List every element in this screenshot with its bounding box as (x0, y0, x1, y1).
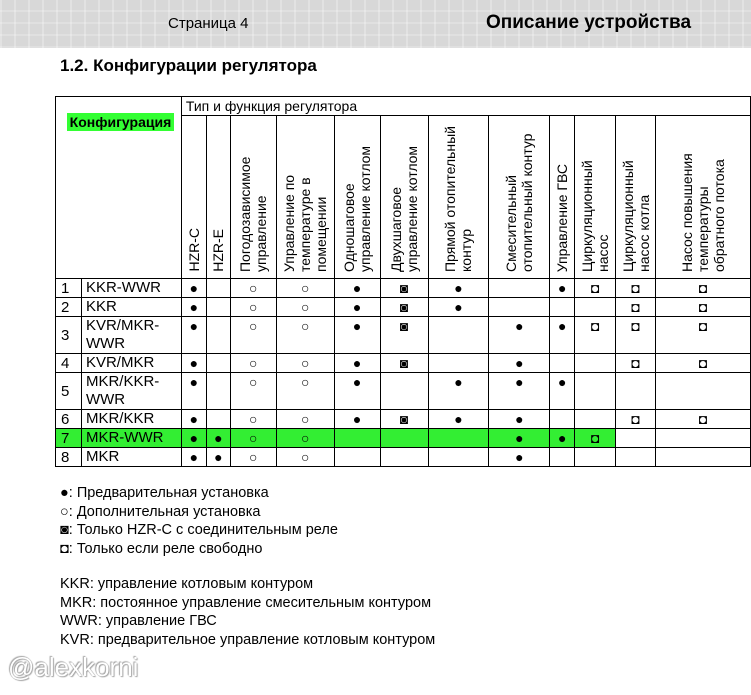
column-header (616, 116, 656, 279)
table-cell: ● (428, 410, 489, 429)
table-cell: ○ (276, 410, 334, 429)
table-cell: ○ (276, 448, 334, 467)
table-cell: ● (428, 298, 489, 317)
legend-text: : Предварительная установка (68, 485, 269, 501)
row-number: 4 (56, 354, 82, 373)
watermark: @alexkorni (8, 652, 139, 682)
table-cell: ● (334, 317, 380, 354)
abbreviation-item: WWR: управление ГВС (60, 613, 217, 629)
table-cell (334, 448, 380, 467)
row-name: KVR/MKR-WWR (81, 317, 181, 354)
table-row (56, 410, 751, 429)
column-header (230, 116, 276, 279)
row-number: 1 (56, 279, 82, 298)
table-cell: ◘ (575, 429, 616, 448)
table-cell: ○ (230, 279, 276, 298)
table-cell: ◙ (380, 279, 428, 298)
table-cell (428, 354, 489, 373)
page-number: Страница 4 (168, 15, 249, 32)
table-row (56, 354, 751, 373)
table-cell: ● (334, 410, 380, 429)
column-header-label: Управление по температуре в помещении (281, 174, 330, 272)
table-cell: ◘ (616, 410, 656, 429)
table-cell: ● (550, 279, 575, 298)
row-name: KKR-WWR (81, 279, 181, 298)
row-number: 5 (56, 373, 82, 410)
column-header (334, 116, 380, 279)
legend-symbol: ◙ (60, 522, 69, 538)
table-cell: ● (489, 354, 550, 373)
row-number: 3 (56, 317, 82, 354)
table-cell (656, 448, 751, 467)
table-cell: ◙ (380, 354, 428, 373)
configuration-table (55, 96, 751, 467)
table-cell: ● (334, 279, 380, 298)
table-row (56, 373, 751, 410)
table-cell: ◘ (656, 354, 751, 373)
table-cell: ● (206, 429, 230, 448)
table-cell: ● (550, 429, 575, 448)
column-header (380, 116, 428, 279)
table-cell (380, 373, 428, 410)
table-cell (575, 354, 616, 373)
row-name: MKR-WWR (81, 429, 181, 448)
table-cell: ◘ (656, 317, 751, 354)
legend-item (60, 484, 338, 503)
configuration-label: Конфигурация (67, 113, 175, 131)
column-header-label: Погодозависимое управление (237, 156, 270, 272)
table-cell (616, 448, 656, 467)
table-cell (656, 429, 751, 448)
table-row (56, 429, 751, 448)
table-cell: ◘ (656, 279, 751, 298)
table-cell (575, 448, 616, 467)
column-header (276, 116, 334, 279)
column-header-label: Циркуляционный насос (579, 160, 612, 272)
table-cell (206, 279, 230, 298)
table-cell: ● (489, 317, 550, 354)
table-cell: ● (489, 410, 550, 429)
table-cell: ◙ (380, 298, 428, 317)
table-cell: ◘ (616, 317, 656, 354)
header-title: Описание устройства (486, 12, 692, 33)
table-cell (550, 410, 575, 429)
table-cell: ○ (230, 410, 276, 429)
table-cell: ● (181, 354, 206, 373)
page-header (0, 0, 751, 48)
table-cell: ◘ (656, 410, 751, 429)
table-cell: ● (550, 373, 575, 410)
table-cell: ○ (276, 373, 334, 410)
table-cell: ● (428, 279, 489, 298)
column-header-label: Управление ГВС (554, 163, 571, 272)
table-cell (428, 317, 489, 354)
table-cell (206, 298, 230, 317)
legend (60, 484, 338, 558)
column-header (550, 116, 575, 279)
row-name: MKR (81, 448, 181, 467)
table-cell (206, 354, 230, 373)
section-title: 1.2. Конфигурации регулятора (60, 56, 317, 75)
legend-text: : Только если реле свободно (68, 540, 263, 557)
table-cell (428, 429, 489, 448)
table-cell: ● (181, 448, 206, 467)
table-cell: ● (181, 373, 206, 410)
table-cell: ◘ (575, 279, 616, 298)
row-number: 6 (56, 410, 82, 429)
table-cell (206, 373, 230, 410)
table-cell: ● (334, 354, 380, 373)
table-cell: ● (181, 298, 206, 317)
abbreviation-item: KKR: управление котловым контуром (60, 576, 314, 592)
table-cell: ● (181, 317, 206, 354)
table-cell: ◙ (380, 410, 428, 429)
column-header-label: Смесительный отопительный контур (503, 133, 536, 272)
table-cell: ◘ (616, 279, 656, 298)
table-cell: ◘ (616, 298, 656, 317)
table-cell: ◘ (616, 354, 656, 373)
table-cell: ○ (230, 429, 276, 448)
group-header: Тип и функция регулятора (181, 97, 750, 116)
table-cell: ● (206, 448, 230, 467)
table-cell (550, 298, 575, 317)
table-cell (489, 279, 550, 298)
table-cell: ○ (276, 354, 334, 373)
row-number: 7 (56, 429, 82, 448)
table-row (56, 279, 751, 298)
row-name: MKR/KKR (81, 410, 181, 429)
table-cell: ● (181, 410, 206, 429)
table-cell: ○ (230, 354, 276, 373)
table-cell: ○ (276, 429, 334, 448)
table-body (56, 279, 751, 467)
legend-text: : Только HZR-C с соединительным реле (68, 522, 338, 538)
table-cell (334, 429, 380, 448)
column-header-label: Двухшаговое управление котлом (388, 145, 421, 272)
table-cell: ● (334, 373, 380, 410)
corner-cell (56, 97, 182, 279)
row-number: 8 (56, 448, 82, 467)
table-cell: ● (489, 448, 550, 467)
table-cell (206, 317, 230, 354)
table-cell: ● (181, 279, 206, 298)
column-header-label: Циркуляционный насос котла (619, 160, 652, 272)
legend-item (60, 503, 338, 522)
row-name: MKR/KKR-WWR (81, 373, 181, 410)
column-header (181, 116, 206, 279)
legend-item (60, 540, 338, 559)
table-cell: ● (428, 373, 489, 410)
legend-item (60, 521, 338, 540)
table-row (56, 298, 751, 317)
row-number: 2 (56, 298, 82, 317)
table-row (56, 448, 751, 467)
table-cell (550, 448, 575, 467)
abbreviations (60, 575, 435, 649)
column-header-label: Прямой отопительный контур (442, 126, 475, 272)
table-cell (656, 373, 751, 410)
table-row (56, 317, 751, 354)
table-cell (550, 354, 575, 373)
table-cell: ● (489, 373, 550, 410)
abbreviation-item: KVR: предварительное управление котловым контуром (60, 631, 436, 648)
table-cell: ○ (230, 448, 276, 467)
legend-symbol: ○ (60, 503, 69, 520)
legend-symbol: ● (60, 485, 69, 501)
column-header (656, 116, 751, 279)
table-cell (489, 298, 550, 317)
table-cell: ○ (276, 279, 334, 298)
column-header-label: Одношаговое управление котлом (341, 145, 374, 272)
column-header (428, 116, 489, 279)
table-cell (380, 429, 428, 448)
table-cell: ◘ (575, 317, 616, 354)
table-cell (616, 373, 656, 410)
column-header-label: Насос повышения температуры обратного потока (679, 153, 728, 272)
table-cell: ◘ (656, 298, 751, 317)
table-cell (206, 410, 230, 429)
table-cell (616, 429, 656, 448)
table-cell: ○ (276, 298, 334, 317)
table-cell (575, 298, 616, 317)
legend-symbol: ◘ (60, 540, 69, 557)
table-cell: ○ (230, 298, 276, 317)
table-cell (575, 373, 616, 410)
table-cell: ● (550, 317, 575, 354)
table-cell: ● (334, 298, 380, 317)
table-cell: ○ (276, 317, 334, 354)
table-cell (575, 410, 616, 429)
table-cell: ● (181, 429, 206, 448)
table-cell (380, 448, 428, 467)
row-name: KKR (81, 298, 181, 317)
column-header (489, 116, 550, 279)
table-cell: ● (489, 429, 550, 448)
legend-text: : Дополнительная установка (68, 503, 261, 520)
column-header (206, 116, 230, 279)
row-name: KVR/MKR (81, 354, 181, 373)
column-header-label: HZR-E (210, 229, 227, 272)
table-cell: ◙ (380, 317, 428, 354)
table-cell (428, 448, 489, 467)
table-cell: ○ (230, 373, 276, 410)
abbreviation-item: MKR: постоянное управление смесительным контуром (60, 594, 432, 611)
column-header-label: HZR-C (185, 228, 202, 272)
table-cell: ○ (230, 317, 276, 354)
column-header (575, 116, 616, 279)
